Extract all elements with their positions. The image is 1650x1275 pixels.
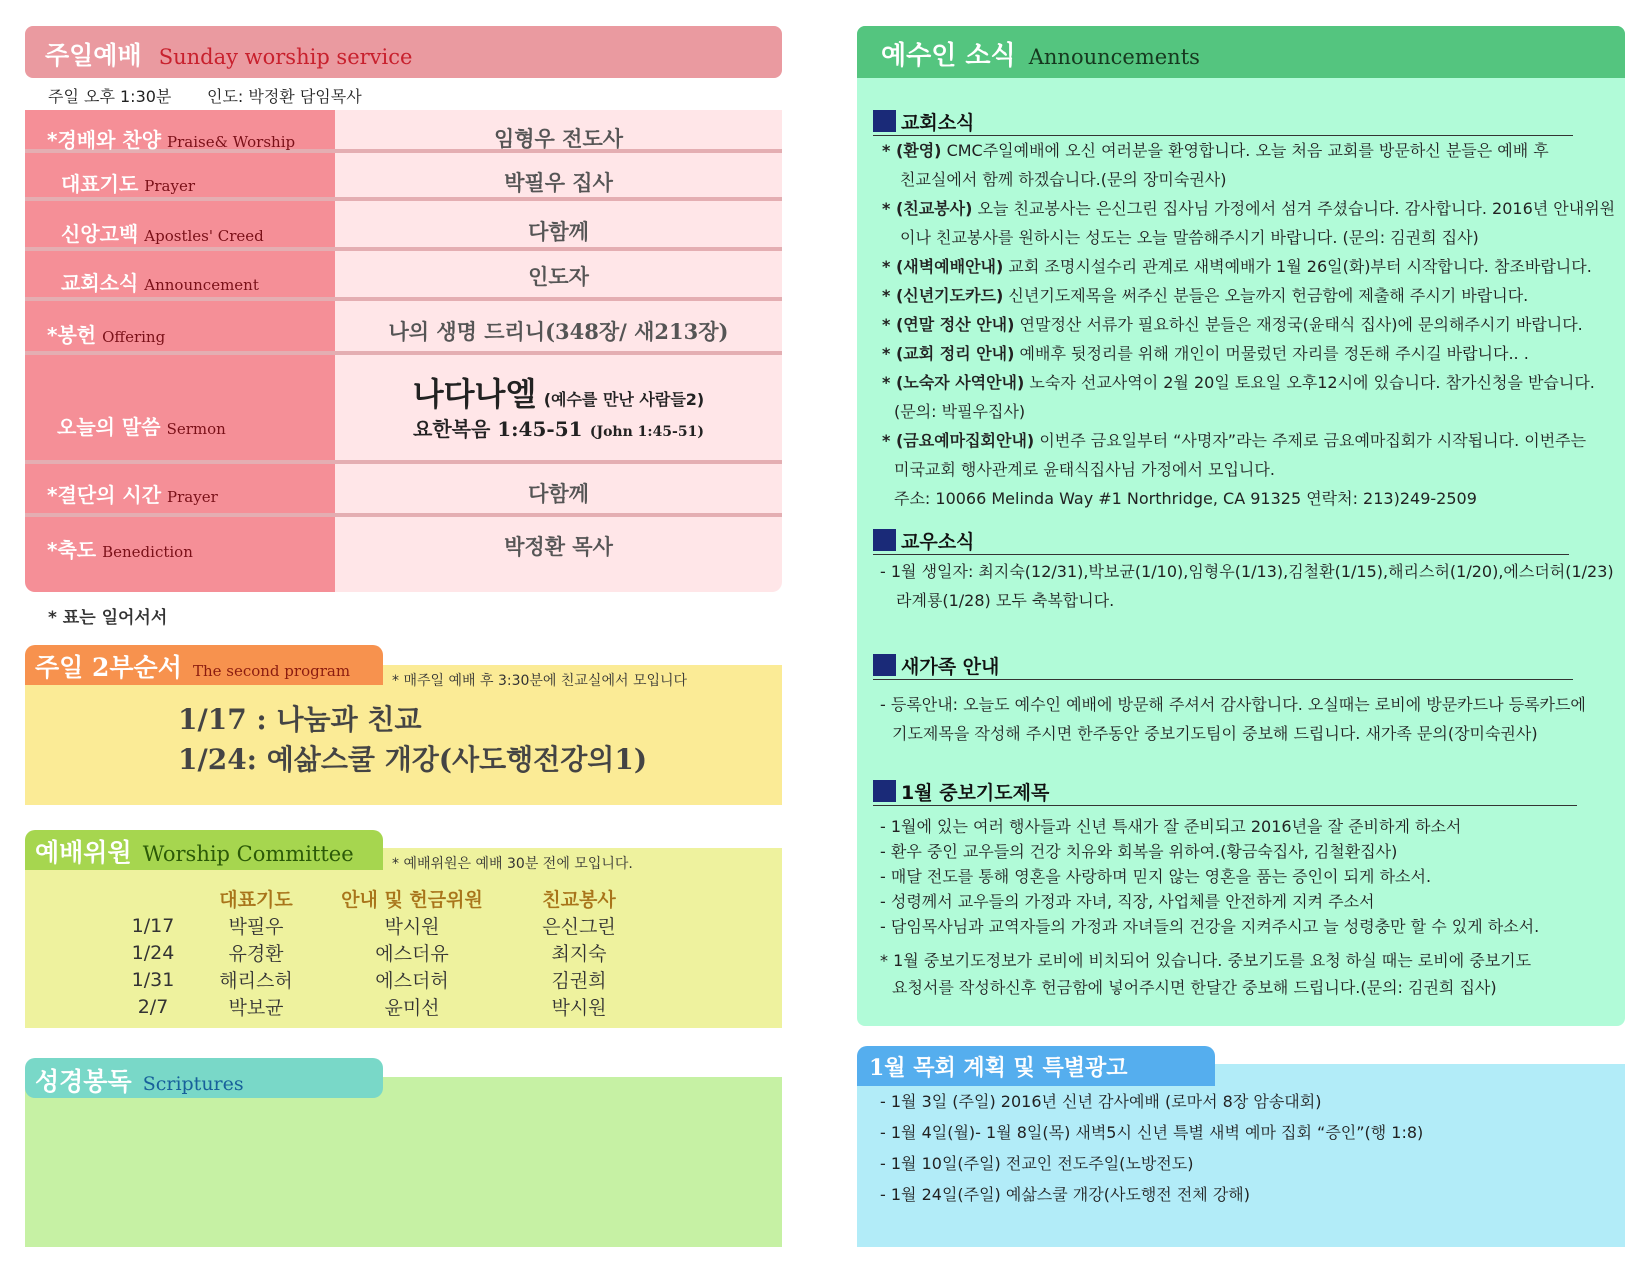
order-value: 나의 생명 드리니(348장/ 새213장): [388, 319, 729, 344]
order-value: 박필우 집사: [504, 171, 613, 195]
committee-note: * 예배위원은 예배 30분 전에 모입니다.: [392, 856, 633, 872]
scripture-title-ko: 성경봉독: [35, 1067, 132, 1096]
order-value: 박정환 목사: [504, 535, 613, 559]
committee-cell: 박보균: [228, 997, 284, 1019]
order-divider: [25, 460, 782, 464]
order-label-en: Sermon: [166, 420, 226, 438]
committee-cell: 해리스허: [219, 970, 293, 992]
committee-cell: 유경환: [228, 943, 284, 965]
news-item-text: 이번주 금요일부터 “사명자”라는 주제로 금요예마집회가 시작됩니다. 이번주는: [1039, 431, 1587, 450]
committee-cell: 최지숙: [551, 943, 607, 965]
order-label: 신앙고백: [61, 222, 139, 246]
second-program-header: [25, 645, 383, 685]
news-item-text: 연말정산 서류가 필요하신 분들은 재정국(윤태식 집사)에 문의해주시기 바랍니다.: [1019, 315, 1583, 334]
news-item-tag: * (환영): [882, 141, 942, 160]
order-label: *축도: [47, 538, 97, 562]
committee-row: [120, 939, 660, 966]
worship-header: [25, 26, 782, 78]
second-program-note: * 매주일 예배 후 3:30분에 친교실에서 모입니다: [392, 673, 688, 689]
worship-title-en: Sunday worship service: [158, 45, 413, 69]
news-item: [882, 310, 1615, 339]
order-value: 임형우 전도사: [493, 127, 624, 151]
committee-cell: 김권희: [551, 970, 607, 992]
committee-header: [25, 830, 383, 870]
prayer-item: - 환우 중인 교우들의 건강 치유와 회복을 위하여.(황금숙집사, 김철환집사): [880, 842, 1398, 861]
member-news-heading: [873, 527, 1569, 555]
prayer-note-line: 요청서를 작성하신후 헌금함에 넣어주시면 한달간 중보해 드립니다.(문의: 김권희 집사): [892, 978, 1497, 997]
plan-item: - 1월 3일 (주일) 2016년 신년 감사예배 (로마서 8장 암송대회): [880, 1092, 1322, 1111]
committee-cell: 1/31: [131, 968, 175, 991]
plan-header: 1월 목회 계획 및 특별광고: [857, 1046, 1215, 1086]
sermon-block: [335, 369, 782, 442]
worship-subtitle: [48, 84, 362, 107]
scripture-title-en: Scriptures: [142, 1073, 244, 1095]
news-item-tag: * (연말 정산 안내): [882, 315, 1015, 334]
second-program-title-en: The second program: [192, 662, 351, 680]
news-item: [882, 281, 1615, 310]
order-divider: [25, 247, 782, 251]
member-news-heading-text: 교우소식: [901, 531, 975, 553]
second-program-title-ko: 주일 2부순서: [35, 653, 182, 682]
news-item: [882, 136, 1615, 165]
section-square-icon: [873, 110, 896, 132]
section-square-icon: [873, 780, 896, 802]
new-family-heading-text: 새가족 안내: [901, 656, 1000, 678]
order-label: 오늘의 말씀: [57, 415, 161, 439]
committee-col-header: 친교봉사: [542, 889, 616, 911]
section-square-icon: [873, 529, 896, 551]
second-program-item: 1/17 : 나눔과 친교: [178, 703, 422, 736]
sermon-note: (예수를 만난 사람들2): [543, 390, 705, 409]
order-label-en: Praise& Worship: [167, 133, 296, 151]
news-item-tag: * (새벽예배안내): [882, 257, 1004, 276]
order-label-en: Apostles' Creed: [144, 227, 264, 245]
committee-cell: 1/24: [131, 941, 175, 964]
committee-table: [120, 885, 660, 1020]
order-label-en: Announcement: [144, 276, 259, 294]
worship-leader: 인도: 박정환 담임목사: [207, 87, 362, 106]
prayer-item: - 성령께서 교우들의 가정과 자녀, 직장, 사업체를 안전하게 지켜 주소서: [880, 892, 1375, 911]
order-label: *결단의 시간: [47, 483, 162, 507]
sermon-title: 나다나엘: [412, 375, 537, 413]
church-address: 주소: 10066 Melinda Way #1 Northridge, CA 91325 연락처: 213)249-2509: [894, 489, 1477, 508]
prayer-list: [880, 814, 1539, 939]
committee-cell: 1/17: [131, 914, 175, 937]
committee-header-row: [120, 885, 660, 912]
committee-cell: 2/7: [137, 995, 169, 1018]
order-divider: [25, 197, 782, 201]
order-label-en: Prayer: [167, 488, 218, 506]
announcements-title-ko: 예수인 소식: [881, 41, 1016, 71]
order-divider: [25, 513, 782, 517]
prayer-heading-text: 1월 중보기도제목: [901, 782, 1050, 804]
committee-cell: 박시원: [551, 997, 607, 1019]
new-family-line: 기도제목을 작성해 주시면 한주동안 중보기도팀이 중보해 드립니다. 새가족 문의(장미숙권사): [892, 724, 1538, 743]
prayer-item: - 1월에 있는 여러 행사들과 신년 특새가 잘 준비되고 2016년을 잘 준비하게 하소서: [880, 817, 1462, 836]
plan-item: - 1월 10일(주일) 전교인 전도주일(노방전도): [880, 1154, 1194, 1173]
news-item-text: 노숙자 선교사역이 2월 20일 토요일 오후12시에 있습니다. 참가신청을 받습니다.: [1029, 373, 1595, 392]
committee-col-header: 대표기도: [219, 889, 293, 911]
member-news-line: - 1월 생일자: 최지숙(12/31),박보균(1/10),임형우(1/13),김철환(1/15),해리스허(1/20),에스더허(1/23): [880, 562, 1614, 581]
worship-time: 주일 오후 1:30분: [48, 87, 172, 106]
news-item-cont: 친교실에서 함께 하겠습니다.(문의 장미숙권사): [900, 170, 1227, 189]
member-news-line: 라계룡(1/28) 모두 축복합니다.: [896, 591, 1115, 610]
order-divider: [25, 297, 782, 301]
news-item-cont: 이나 친교봉사를 원하시는 성도는 오늘 말씀해주시기 바랍니다. (문의: 김권희 집사): [900, 228, 1479, 247]
committee-title-en: Worship Committee: [142, 842, 354, 866]
sermon-reference-en: (John 1:45-51): [589, 424, 704, 440]
order-label-en: Benediction: [102, 543, 193, 561]
committee-cell: 에스더유: [375, 943, 449, 965]
committee-col-header: 안내 및 헌금위원: [341, 889, 483, 911]
plan-item: - 1월 4일(월)- 1월 8일(목) 새벽5시 신년 특별 새벽 예마 집회 “증인”(행 1:8): [880, 1123, 1424, 1142]
announcements-title-en: Announcements: [1028, 45, 1200, 69]
committee-title-ko: 예배위원: [35, 838, 132, 867]
second-program-list: [178, 700, 647, 780]
church-news-list: [882, 136, 1615, 513]
committee-cell: 에스더허: [375, 970, 449, 992]
news-item-tag: * (노숙자 사역안내): [882, 373, 1025, 392]
committee-row: [120, 966, 660, 993]
news-item: [882, 339, 1615, 368]
church-news-heading: [873, 108, 1573, 136]
plan-item: - 1월 24일(주일) 예삶스쿨 개강(사도행전 전체 강해): [880, 1185, 1251, 1204]
announcements-header: [857, 26, 1625, 78]
church-news-heading-text: 교회소식: [901, 112, 975, 134]
order-value: 인도자: [528, 265, 589, 289]
committee-col-header: [120, 885, 186, 912]
plan-list: [880, 1086, 1423, 1210]
news-item-tag: * (교회 정리 안내): [882, 344, 1015, 363]
news-item: [882, 194, 1615, 223]
news-item-text: 예배후 뒷정리를 위해 개인이 머물렀던 자리를 정돈해 주시길 바랍니다.. .: [1019, 344, 1529, 363]
scripture-box: [25, 1077, 782, 1247]
prayer-heading: [873, 778, 1577, 806]
news-item-cont: 미국교회 행사관계로 윤태식집사님 가정에서 모입니다.: [894, 460, 1275, 479]
news-item-text: 교회 조명시설수리 관계로 새벽예배가 1월 26일(화)부터 시작합니다. 참조바랍니다.: [1008, 257, 1592, 276]
order-label: *봉헌: [47, 323, 97, 347]
new-family-line: - 등록안내: 오늘도 예수인 예배에 방문해 주셔서 감사합니다. 오실때는 로비에 방문카드나 등록카드에: [880, 695, 1586, 714]
new-family-heading: [873, 652, 1573, 680]
committee-cell: 윤미선: [384, 997, 440, 1019]
prayer-note: [880, 947, 1531, 1001]
scripture-header: [25, 1058, 383, 1098]
member-news-body: [880, 557, 1614, 615]
order-label-en: Offering: [102, 328, 166, 346]
committee-row: [120, 993, 660, 1020]
news-item: [882, 252, 1615, 281]
second-program-item: 1/24: 예삶스쿨 개강(사도행전강의1): [178, 743, 648, 776]
order-label: 교회소식: [61, 271, 139, 295]
order-label: 대표기도: [61, 172, 139, 196]
news-item: [882, 426, 1615, 455]
committee-cell: 은신그린: [542, 916, 616, 938]
sermon-reference: 요한복음 1:45-51: [413, 417, 583, 441]
news-item-text: 오늘 친교봉사는 은신그린 집사님 가정에서 섬겨 주셨습니다. 감사합니다. 2016년 안내위원: [977, 199, 1616, 218]
news-item-tag: * (친교봉사): [882, 199, 973, 218]
news-item-text: 신년기도제목을 써주신 분들은 오늘까지 헌금함에 제출해 주시기 바랍니다.: [1008, 286, 1529, 305]
prayer-note-line: * 1월 중보기도정보가 로비에 비치되어 있습니다. 중보기도를 요청 하실 때는 로비에 중보기도: [880, 951, 1532, 970]
section-square-icon: [873, 654, 896, 676]
stand-note: * 표는 일어서서: [48, 608, 168, 628]
news-item: [882, 368, 1615, 397]
order-label-en: Prayer: [144, 177, 196, 195]
news-item-tag: * (신년기도카드): [882, 286, 1004, 305]
order-value: 다함께: [528, 220, 589, 244]
order-divider: [25, 351, 782, 355]
order-value: 다함께: [528, 482, 589, 506]
worship-title-ko: 주일예배: [45, 41, 142, 70]
news-item-tag: * (금요예마집회안내): [882, 431, 1035, 450]
new-family-body: [880, 690, 1586, 748]
news-item-text: CMC주일예배에 오신 여러분을 환영합니다. 오늘 처음 교회를 방문하신 분들은 예배 후: [946, 141, 1549, 160]
committee-cell: 박필우: [228, 916, 284, 938]
news-item-cont: (문의: 박필우집사): [894, 402, 1026, 421]
committee-cell: 박시원: [384, 916, 440, 938]
order-label: *경배와 찬양: [47, 128, 162, 152]
prayer-item: - 매달 전도를 통해 영혼을 사랑하며 믿지 않는 영혼을 품는 증인이 되게 하소서.: [880, 867, 1432, 886]
prayer-item: - 담임목사님과 교역자들의 가정과 자녀들의 건강을 지켜주시고 늘 성령충만 할 수 있게 하소서.: [880, 917, 1540, 936]
committee-row: [120, 912, 660, 939]
